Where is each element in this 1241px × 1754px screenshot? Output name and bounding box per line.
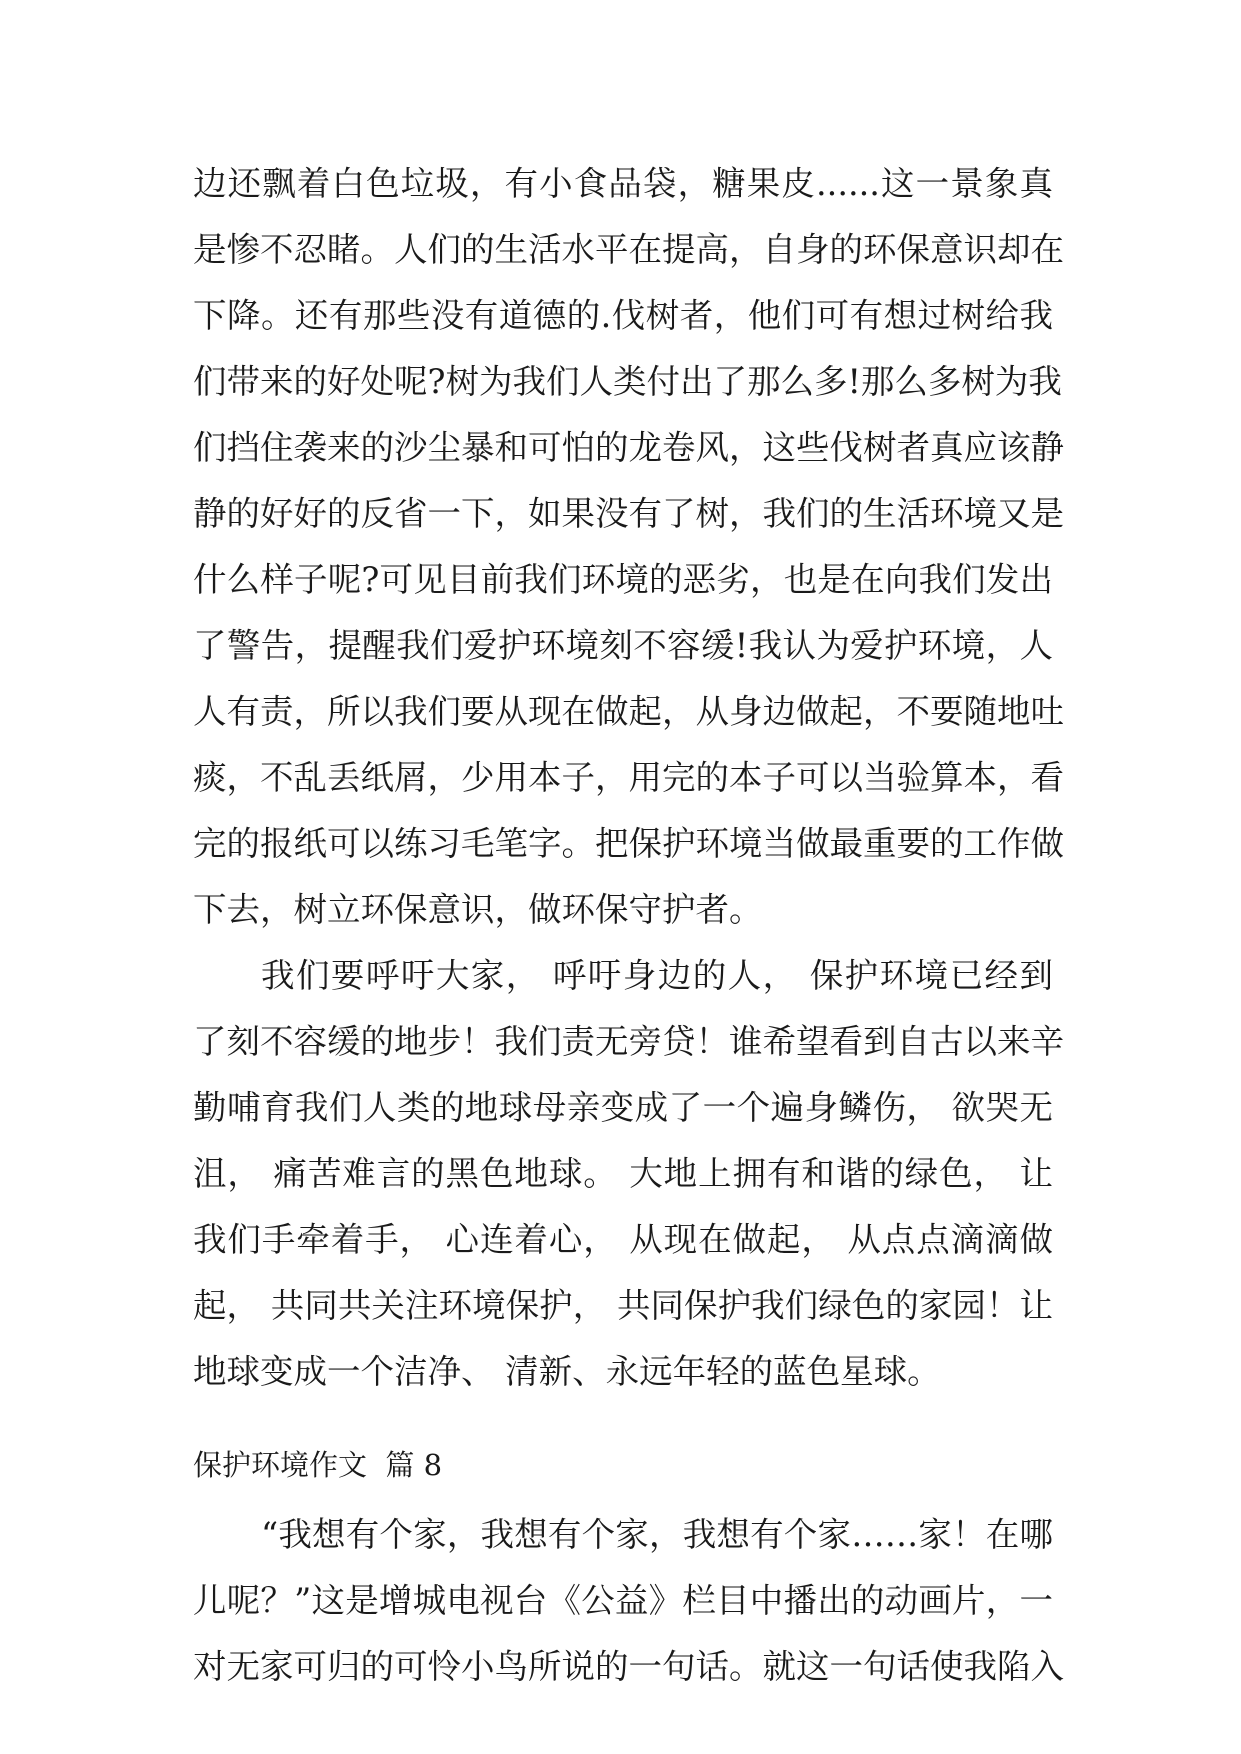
paragraph-line: 我们手牵着手， 心连着心， 从现在做起， 从点点滴滴做 (193, 1220, 1053, 1259)
paragraph-line: 痰，不乱丢纸屑，少用本子，用完的本子可以当验算本，看 (193, 758, 1064, 797)
paragraph-line: 人有责，所以我们要从现在做起，从身边做起，不要随地吐 (193, 692, 1064, 731)
paragraph-line: 地球变成一个洁净、 清新、永远年轻的蓝色星球。 (193, 1352, 941, 1391)
paragraph-line: 勤哺育我们人类的地球母亲变成了一个遍身鳞伤， 欲哭无 (193, 1088, 1053, 1127)
paragraph-line: 边还飘着白色垃圾，有小食品袋，糖果皮......这一景象真 (193, 164, 1053, 203)
paragraph-line: 我们要呼吁大家， 呼吁身边的人， 保护环境已经到 (261, 956, 1053, 995)
paragraph-line: 是惨不忍睹。人们的生活水平在提高，自身的环保意识却在 (193, 230, 1064, 269)
paragraph-line: 完的报纸可以练习毛笔字。把保护环境当做最重要的工作做 (193, 824, 1064, 863)
paragraph-line: 沮， 痛苦难言的黑色地球。 大地上拥有和谐的绿色， 让 (193, 1154, 1053, 1193)
paragraph-line: 下去，树立环保意识，做环保守护者。 (193, 890, 763, 929)
paragraph-line: 下降。还有那些没有道德的.伐树者，他们可有想过树给我 (193, 296, 1053, 335)
paragraph-line: 们挡住袭来的沙尘暴和可怕的龙卷风，这些伐树者真应该静 (193, 428, 1064, 467)
paragraph-line: 们带来的好处呢?树为我们人类付出了那么多!那么多树为我 (193, 362, 1062, 401)
section-heading: 保护环境作文 篇 8 (193, 1448, 443, 1482)
paragraph-line: “我想有个家，我想有个家，我想有个家……家！在哪 (261, 1515, 1053, 1554)
paragraph-line: 了刻不容缓的地步！我们责无旁贷！谁希望看到自古以来辛 (193, 1022, 1064, 1061)
paragraph-line: 了警告，提醒我们爱护环境刻不容缓!我认为爱护环境，人 (193, 626, 1053, 665)
paragraph-line: 静的好好的反省一下，如果没有了树，我们的生活环境又是 (193, 494, 1064, 533)
paragraph-line: 儿呢？”这是增城电视台《公益》栏目中播出的动画片，一 (193, 1581, 1053, 1620)
paragraph-line: 什么样子呢?可见目前我们环境的恶劣，也是在向我们发出 (193, 560, 1053, 599)
paragraph-line: 对无家可归的可怜小鸟所说的一句话。就这一句话使我陷入 (193, 1647, 1064, 1686)
paragraph-line: 起， 共同共关注环境保护， 共同保护我们绿色的家园！让 (193, 1286, 1053, 1325)
